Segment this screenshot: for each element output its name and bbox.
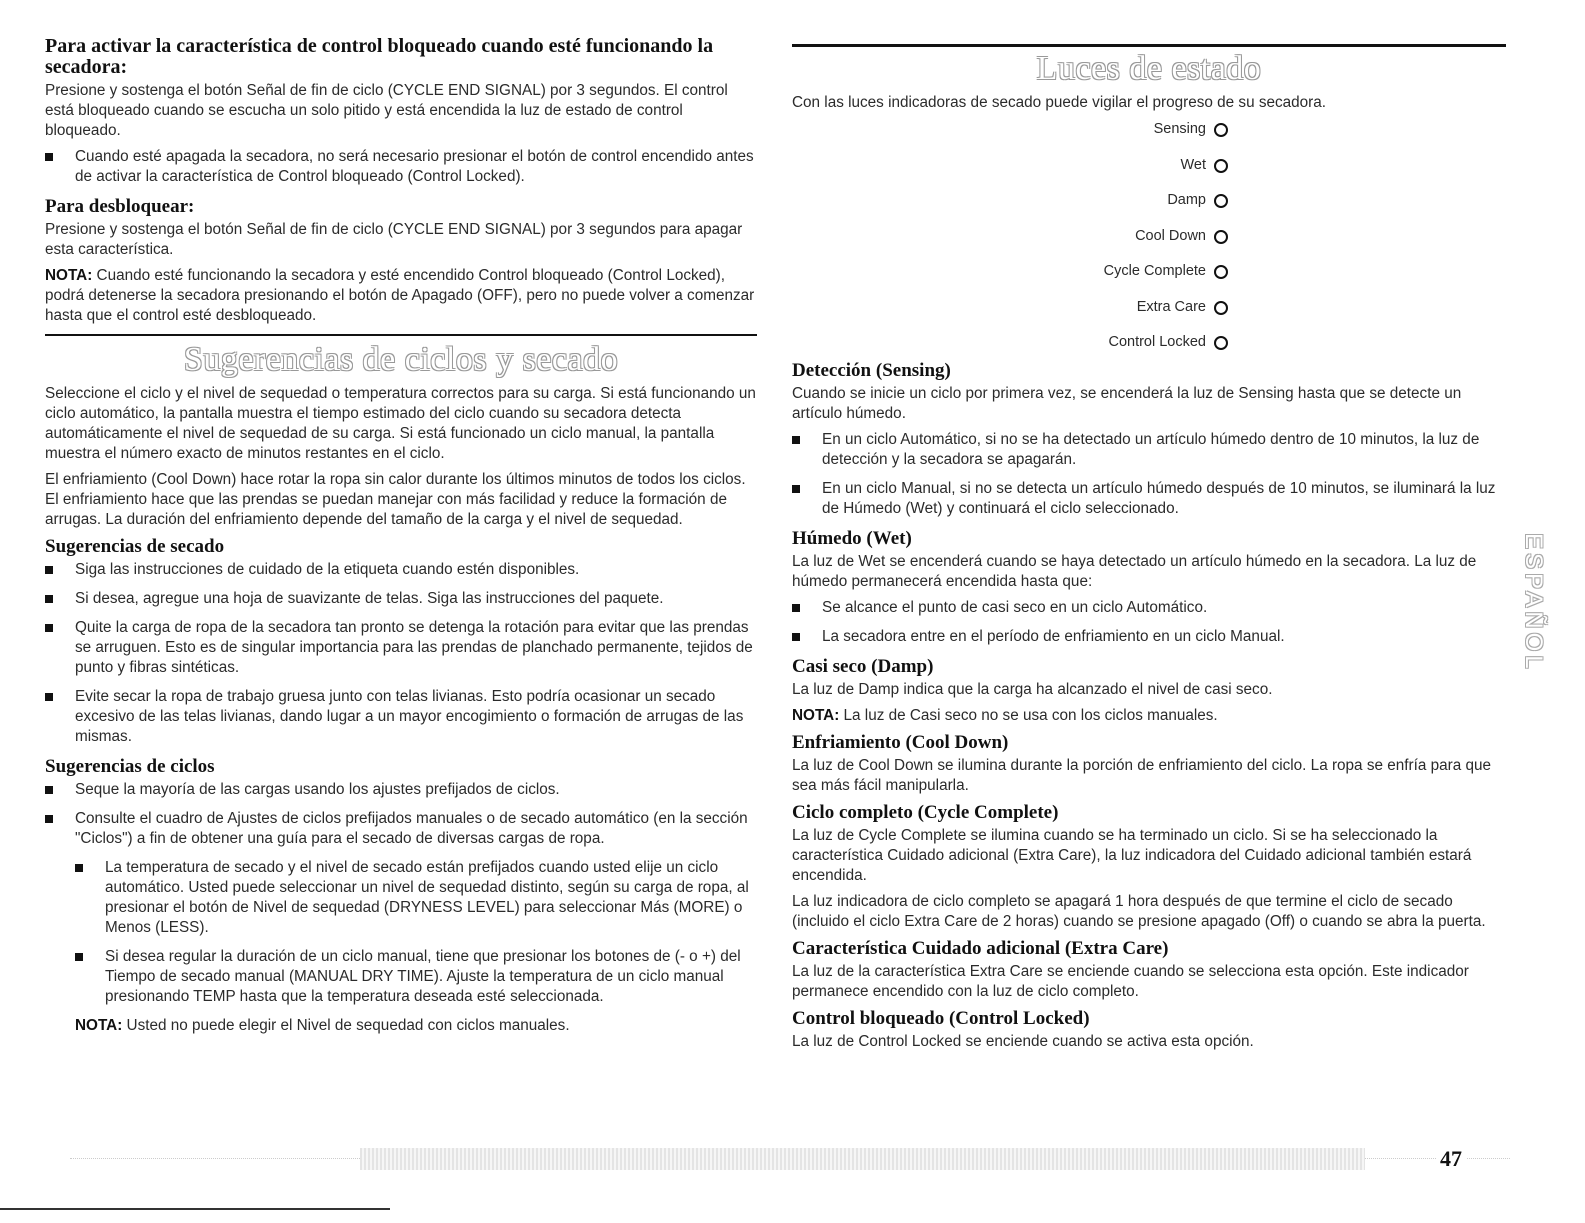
nota-label: NOTA:: [792, 707, 840, 724]
section-divider: [792, 44, 1506, 47]
status-lights-panel: [792, 119, 1506, 354]
status-light-cycle-complete: [792, 261, 1228, 297]
nota-label: NOTA:: [75, 1017, 123, 1034]
status-light-label: Damp: [1167, 192, 1206, 208]
section-title-tips: Sugerencias de ciclos y secado: [183, 341, 619, 378]
list-item: Si desea regular la duración de un ciclo manual, tiene que presionar los botones de (- o +) del Tiempo de secado manual (MANUAL DRY TIME). Ajuste la temperatura de un ciclo manual presionando TEMP hasta que la temperatura deseada esté seleccionada.: [75, 947, 757, 1007]
lock-heading: Para activar la característica de control bloqueado cuando esté funcionando la secadora:: [45, 35, 714, 78]
list-item: Se alcance el punto de casi seco en un ciclo Automático.: [792, 598, 1506, 618]
status-light-wet: [792, 155, 1228, 191]
status-light-label: Extra Care: [1136, 298, 1206, 315]
list-item: En un ciclo Automático, si no se ha detectado un artículo húmedo dentro de 10 minutos, la luz de detección y la secadora se apagarán.: [792, 430, 1506, 470]
status-light-label: Cool Down: [1135, 227, 1206, 244]
cool-down-text: La luz de Cool Down se ilumina durante la porción de enfriamiento del ciclo. La ropa se enfría para que sea más fácil manipularla.: [792, 757, 1491, 794]
damp-text: La luz de Damp indica que la carga ha alcanzado el nivel de casi seco.: [792, 681, 1273, 698]
drying-tips-list: [45, 560, 757, 747]
cycle-complete-heading: Ciclo completo (Cycle Complete): [792, 802, 1059, 823]
cycle-complete-text-2: La luz indicadora de ciclo completo se apagará 1 hora después de que termine el ciclo de secado (incluido el ciclo Extra Care de 2 horas) cuando se presione apagado (Off) o cuando se abra la puerta.: [792, 893, 1486, 930]
drying-tips-heading: Sugerencias de secado: [45, 536, 225, 557]
status-light-damp: [792, 190, 1228, 226]
indicator-light-icon: [1214, 123, 1228, 137]
damp-heading: Casi seco (Damp): [792, 656, 934, 677]
cycle-note-text: Usted no puede elegir el Nivel de sequedad con ciclos manuales.: [126, 1017, 570, 1034]
list-item: Quite la carga de ropa de la secadora tan pronto se detenga la rotación para evitar que las prendas se arruguen. Esto es de singular importancia para las prendas de planchado permanente, tejidos de punto y fibras sintéticas.: [45, 618, 757, 678]
cycle-tips-list: [45, 780, 757, 849]
extra-care-text: La luz de la característica Extra Care se enciende cuando se selecciona esta opción. Este indicador permanece encendido con la luz de ciclo completo.: [792, 963, 1469, 1000]
language-label: ESPAÑOL: [1520, 533, 1547, 673]
nota-label: NOTA:: [45, 267, 93, 284]
language-side-tab: [1512, 533, 1554, 673]
list-item: En un ciclo Manual, si no se detecta un artículo húmedo después de 10 minutos, se iluminará la luz de Húmedo (Wet) y continuará el ciclo seleccionado.: [792, 479, 1506, 519]
sensing-bullets: [792, 430, 1506, 519]
indicator-light-icon: [1214, 194, 1228, 208]
wet-text: La luz de Wet se encenderá cuando se haya detectado un artículo húmedo en la secadora. La luz de húmedo permanecerá encendida hasta que:: [792, 553, 1477, 590]
status-light-sensing: [792, 119, 1228, 155]
section-divider: [45, 334, 757, 336]
status-light-cool-down: [792, 226, 1228, 262]
status-light-label: Control Locked: [1108, 334, 1206, 350]
status-light-label: Wet: [1180, 156, 1206, 173]
damp-note: [792, 706, 1506, 726]
list-item: La secadora entre en el período de enfriamiento en un ciclo Manual.: [792, 627, 1506, 647]
lock-bullets: [45, 147, 757, 187]
cycle-subtips-list: [75, 858, 757, 1007]
sensing-heading: Detección (Sensing): [792, 360, 951, 381]
page-number: 47: [1436, 1146, 1466, 1172]
right-column: [792, 36, 1506, 1058]
list-item: Seque la mayoría de las cargas usando los ajustes prefijados de ciclos.: [45, 780, 757, 800]
cool-down-heading: Enfriamiento (Cool Down): [792, 732, 1009, 753]
list-item: Evite secar la ropa de trabajo gruesa junto con telas livianas. Esto podría ocasionar un secado excesivo de las telas livianas, dando lugar a un mayor encogimiento o formación de arrugas de las mismas.: [45, 687, 757, 747]
indicator-light-icon: [1214, 159, 1228, 173]
wet-heading: Húmedo (Wet): [792, 528, 912, 549]
status-light-label: Sensing: [1153, 121, 1206, 137]
control-locked-heading: Control bloqueado (Control Locked): [792, 1008, 1090, 1029]
left-column: [45, 36, 757, 1042]
footer-band: [360, 1148, 1365, 1170]
list-item: Consulte el cuadro de Ajustes de ciclos prefijados manuales o de secado automático (en la sección "Ciclos") a fin de obtener una guía para el secado de diversas cargas de ropa.: [45, 809, 757, 849]
cycle-complete-text-1: La luz de Cycle Complete se ilumina cuando se ha terminado un ciclo. Si se ha seleccionado la característica Cuidado adicional (Extra Care), la luz indicadora del Cuidado adicional también estará encendida.: [792, 827, 1472, 884]
extra-care-heading: Característica Cuidado adicional (Extra Care): [792, 938, 1169, 959]
unlock-note: [45, 266, 757, 326]
lock-text: Presione y sostenga el botón Señal de fin de ciclo (CYCLE END SIGNAL) por 3 segundos. El control está bloqueado cuando se escucha un solo pitido y está encendida la luz de estado de control bloqueado.: [45, 82, 728, 139]
status-intro: Con las luces indicadoras de secado puede vigilar el progreso de su secadora.: [792, 94, 1327, 111]
bottom-rule: [0, 1208, 390, 1210]
unlock-note-text: Cuando esté funcionando la secadora y esté encendido Control bloqueado (Control Locked), podrá detenerse la secadora presionando el botón de Apagado (OFF), pero no puede volver a comenzar hasta que el control esté desbloqueado.: [45, 267, 755, 324]
unlock-heading: Para desbloquear:: [45, 196, 195, 217]
indicator-light-icon: [1214, 265, 1228, 279]
status-light-extra-care: [792, 297, 1228, 333]
tips-intro-1: Seleccione el ciclo y el nivel de sequedad o temperatura correctos para su carga. Si está funcionando un ciclo automático, la pantalla muestra el tiempo estimado del ciclo cuando su secadora detecta automáticamente el nivel de sequedad de su carga. Si está funcionado un ciclo manual, la pantalla muestra el número exacto de minutos restantes en el ciclo.: [45, 385, 756, 462]
indicator-light-icon: [1214, 230, 1228, 244]
status-light-label: Cycle Complete: [1103, 263, 1206, 279]
status-light-control-locked: [792, 332, 1228, 354]
unlock-text: Presione y sostenga el botón Señal de fin de ciclo (CYCLE END SIGNAL) por 3 segundos para apagar esta característica.: [45, 221, 743, 258]
indicator-light-icon: [1214, 301, 1228, 315]
control-locked-text: La luz de Control Locked se enciende cuando se activa esta opción.: [792, 1033, 1254, 1050]
list-item: La temperatura de secado y el nivel de secado están prefijados cuando usted elije un ciclo automático. Usted puede seleccionar un nivel de sequedad distinto, según su carga de ropa, al presionar el botón de Nivel de sequedad (DRYNESS LEVEL) para seleccionar Más (MORE) o Menos (LESS).: [75, 858, 757, 938]
list-item: Siga las instrucciones de cuidado de la etiqueta cuando estén disponibles.: [45, 560, 757, 580]
sensing-text: Cuando se inicie un ciclo por primera vez, se encenderá la luz de Sensing hasta que se detecte un artículo húmedo.: [792, 385, 1462, 422]
list-item: Si desea, agregue una hoja de suavizante de telas. Siga las instrucciones del paquete.: [45, 589, 757, 609]
tips-intro-2: El enfriamiento (Cool Down) hace rotar la ropa sin calor durante los últimos minutos de todos los ciclos. El enfriamiento hace que las prendas se puedan manejar con más facilidad y reduce la formación de arrugas. La duración del enfriamiento depende del tamaño de la carga y el nivel de sequedad.: [45, 471, 746, 528]
lock-bullet: Cuando esté apagada la secadora, no será necesario presionar el botón de control encendido antes de activar la característica de Control bloqueado (Control Locked).: [45, 147, 757, 187]
section-title-status-lights: Luces de estado: [1036, 50, 1262, 87]
cycle-tips-heading: Sugerencias de ciclos: [45, 756, 215, 777]
cycle-note: [75, 1016, 757, 1036]
wet-bullets: [792, 598, 1506, 647]
indicator-light-icon: [1214, 336, 1228, 350]
damp-note-text: La luz de Casi seco no se usa con los ciclos manuales.: [843, 707, 1218, 724]
